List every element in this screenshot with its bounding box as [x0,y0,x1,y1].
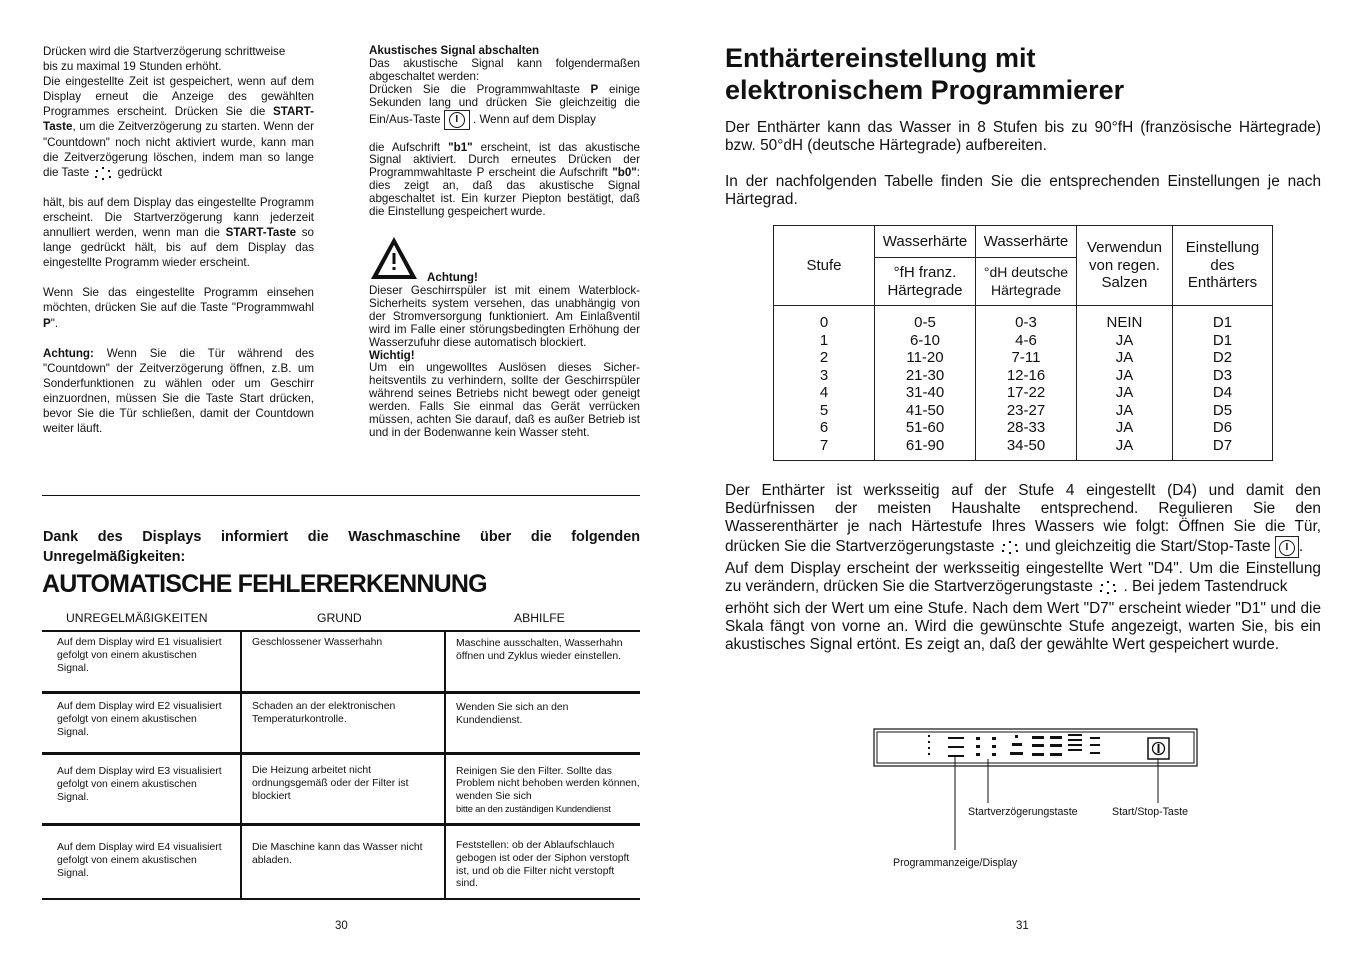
header-stufe: Stufe [774,226,875,306]
table-cell-einst: D6 [1212,419,1233,436]
table-rule [42,691,640,694]
acoustic-heading: Akustisches Signal abschalten [369,44,540,57]
col-header-grund: GRUND [317,611,362,625]
table-cell-salz: NEIN [1106,314,1143,331]
header-dh-unit: °dH deutsche Härtegrade [976,258,1077,306]
col-header-unregelmaessigkeiten: UNREGELMÄßIGKEITEN [66,611,208,625]
error-section-title: AUTOMATISCHE FEHLERERKENNUNG [42,570,487,598]
fh-values [875,306,976,461]
warning-text: Dieser Geschirrspüler ist mit einem Waterblock-Sicherheits system versehen, das unabhängig von der Stromversorgung funktioniert. Am Einlaßventil wird im Falle einer störungsbedingten Erhöhung der Wasserzufuhr diese automatisch blockiert. [369,283,640,349]
warning-icon [369,235,419,281]
table-cell-dh: 7-11 [1011,349,1041,366]
table-cell-fh: 21-30 [905,366,945,384]
label-startverzoegerungstaste: Startverzögerungstaste [968,806,1078,818]
table-cell-fh: 61-90 [905,436,945,454]
page-number-right: 31 [1016,920,1029,932]
table-cell-salz: JA [1115,384,1134,401]
table-col-rule [240,632,242,899]
table-cell-stufe: 4 [819,384,829,401]
paragraph-4: Wenn Sie das eingestellte Programm einsehen möchten, drücken Sie auf die Taste "Programmwahl P". [43,286,314,330]
label-programmanzeige-display: Programmanzeige/Display [893,857,1018,869]
table-cell-dh: 34-50 [1006,436,1046,454]
table-cell-einst: D4 [1212,384,1233,401]
acoustic-text-1: Das akustische Signal kann folgendermaßen abgeschaltet werden: [369,56,640,83]
paragraph-2: Die eingestellte Zeit ist gespeichert, wenn auf dem Display erneut die Anzeige des gewählten Programmes erscheint. Drücken Sie die START-Taste, um die Zeitverzögerung zu starten. Wenn der "Countdown" noch nicht aktiviert wurde, kann man die Zeitverzögerung löschen, indem man so lange die Taste gedrückt [43,75,314,179]
left-column-1 [43,44,314,436]
table-rule [42,630,640,632]
table-cell-einst: D3 [1212,366,1233,384]
important-label: Wichtig! [369,348,415,362]
table-cell-dh: 17-22 [1006,384,1046,401]
label-start-stop-taste: Start/Stop-Taste [1112,806,1188,818]
stufe-values [774,306,875,461]
table-rule [42,898,640,900]
important-text: Um ein ungewolltes Auslösen dieses Sicher-heitsventils zu verhindern, sollte der Geschirrspüler während seines Betriebs nicht bewegt oder geneigt werden. Falls Sie einmal das Gerät verrücken müssen, achten Sie darauf, daß es außer Betrieb ist und in der Bodenwanne kein Wasser steht. [369,361,640,439]
table-cell-stufe: 6 [819,419,829,436]
page-title: Enthärtereinstellung mit elektronischem Programmierer [725,43,1125,105]
page-number-left: 30 [335,920,348,932]
header-fh-unit: °fH franz. Härtegrade [875,258,976,306]
table-cell-dh: 23-27 [1006,401,1046,419]
error-intro: Dank des Displays informiert die Waschmaschine über die folgenden Unregelmäßigkeiten: [43,529,640,565]
header-einstellung: Einstellung des Enthärters [1172,226,1272,306]
table-cell-stufe: 5 [819,401,829,419]
table-cell-salz: JA [1115,401,1134,419]
table-cell-salz: JA [1115,436,1134,454]
einstellung-values [1172,306,1272,461]
table-cell-fh: 6-10 [909,331,941,349]
hardness-table [773,225,1273,461]
warning-label: Achtung! [427,270,478,284]
acoustic-text-3: die Aufschrift "b1" erscheint, ist das akustische Signal aktiviert. Durch erneutes Drücken der Programmwahltaste P erscheint die Aufschrift "b0": dies zeigt an, daß das akustische Signal abgeschaltet ist. Ein kurzer Piepton bestätigt, daß die Einstellung gespeichert wurde. [369,140,640,219]
salz-values [1077,306,1173,461]
table-cell-einst: D2 [1212,349,1233,366]
start-delay-key-icon [999,540,1021,554]
control-panel-diagram [870,725,1200,855]
table-col-rule [444,632,446,899]
table-cell-fh: 31-40 [905,384,945,401]
instructions-text: Der Enthärter ist werksseitig auf der Stufe 4 eingestellt (D4) und damit den Bedürfnissen der meisten Haushalte entsprechend. Regulieren Sie den Wasserenthärter je nach Härtestufe Ihres Wassers wie folgt: Öffnen Sie die Tür, drücken Sie die Startverzögerungstaste und gleichzeitig die Start/Stop-Taste I . Auf dem Display erscheint der werksseitig eingestellte Wert "D4". Um die Einstellung zu verändern, drücken Sie die Startverzögerungstaste . Bei jedem Tastendruck erhöht sich der Wert um eine Stufe. Nach dem Wert "D7" erscheint wieder "D1" und die Skala fängt von vorne an. Wird die gewünschte Stufe angezeigt, warten Sie, bis ein akustisches Signal ertönt. Es zeigt an, daß der gewählte Wert gespeichert wurde. [725,482,1321,653]
table-rule [42,823,640,826]
table-cell-salz: JA [1115,349,1134,366]
table-rule [42,752,640,755]
table-cell-stufe: 2 [819,349,829,366]
table-cell-dh: 28-33 [1006,419,1046,436]
paragraph-3: hält, bis auf dem Display das eingestellte Programm erscheint. Die Startverzögerung kann jederzeit annulliert werden, wenn man die START-Taste so lange gedrückt hält, bis auf dem Display das eingestellte Programm wieder erscheint. [43,195,314,270]
table-cell-salz: JA [1115,366,1134,384]
intro-text: Der Enthärter kann das Wasser in 8 Stufen bis zu 90°fH (französische Härtegrade) bzw. 50°dH (deutsche Härtegrade) aufbereiten. In der nachfolgenden Tabelle finden Sie die entsprechenden Einstellungen je nach Härtegrad. [725,119,1321,208]
table-cell-fh: 41-50 [905,401,945,419]
col-header-abhilfe: ABHILFE [514,611,565,625]
table-cell-einst: D1 [1212,314,1233,331]
table-cell-einst: D7 [1212,436,1233,454]
table-cell-dh: 12-16 [1006,366,1046,384]
table-cell-fh: 51-60 [905,419,945,436]
acoustic-text-2: Drücken Sie die Programmwahltaste P einige Sekunden lang und drücken Sie gleichzeitig die Ein/Aus-Taste I . Wenn auf dem Display [369,84,640,130]
table-cell-stufe: 0 [819,314,829,331]
power-key-icon: I [444,110,470,130]
table-cell-fh: 11-20 [906,349,944,366]
table-cell-salz: JA [1115,331,1134,349]
table-cell-stufe: 7 [819,436,829,454]
table-cell-einst: D1 [1212,331,1233,349]
table-cell-stufe: 1 [819,331,829,349]
paragraph-1: Drücken wird die Startverzögerung schrittweise bis zu maximal 19 Stunden erhöht. [43,45,286,74]
paragraph-5: Achtung: Wenn Sie die Tür während des "Countdown" der Zeitverzögerung öffnen, z.B. um Sonderfunktionen zu wählen oder um Geschirr einzuordnen, müssen Sie die Taste Start drücken, bevor Sie die Tür schließen, damit der Countdown weiter läuft. [43,346,314,436]
start-delay-key-icon [1097,580,1119,594]
header-wasserhaerte-dh: Wasserhärte [976,226,1077,258]
table-cell-dh: 0-3 [1015,314,1037,331]
dh-values [976,306,1077,461]
table-cell-stufe: 3 [819,366,829,384]
table-cell-einst: D5 [1212,401,1233,419]
table-cell-salz: JA [1115,419,1134,436]
table-cell-dh: 4-6 [1015,331,1037,349]
left-column-2 [369,45,640,440]
start-stop-key-icon: I [1275,536,1299,558]
start-delay-key-icon [92,166,114,180]
section-divider [42,495,640,496]
header-wasserhaerte-fh: Wasserhärte [875,226,976,258]
table-cell-fh: 0-5 [914,314,936,331]
header-salz: Verwendun von regen. Salzen [1077,226,1173,306]
